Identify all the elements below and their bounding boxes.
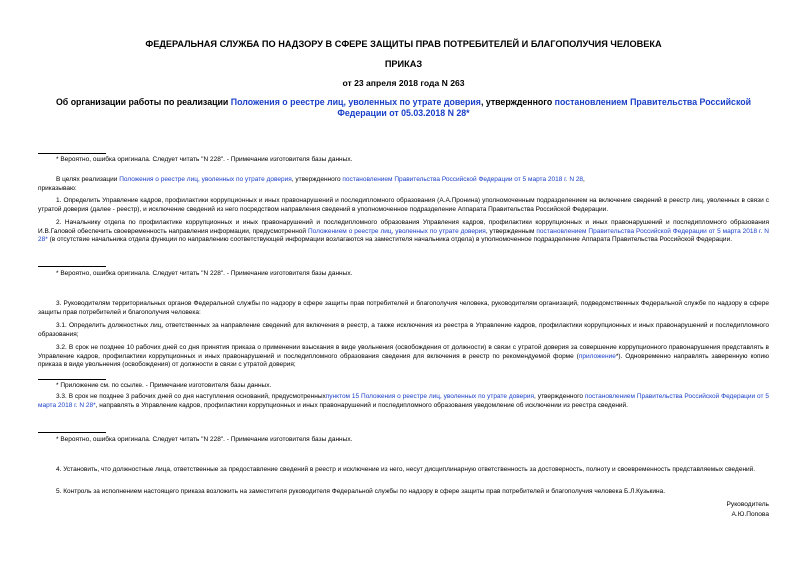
order-item-4: 4. Установить, что должностные лица, ответственные за предоставление сведений в реестр и исключение из него, несут дисциплинарную ответственность за достоверность, полноту и своевременность представляемых сведений. [56, 466, 756, 473]
title-link-resolution[interactable]: постановлением Правительства Российской Федерации от 05.03.2018 N 28* [337, 97, 752, 118]
footnote-divider [38, 379, 106, 380]
order-item-5: 5. Контроль за исполнением настоящего приказа возложить на заместителя руководителя Федеральной службы по надзору в сфере защиты прав потребителей и благополучия человека Б.Л.Кузькина. [56, 488, 666, 495]
footnote: * Приложение см. по ссылке. - Примечание изготовителя базы данных. [56, 382, 272, 389]
agency-heading: ФЕДЕРАЛЬНАЯ СЛУЖБА ПО НАДЗОРУ В СФЕРЕ ЗАЩИТЫ ПРАВ ПОТРЕБИТЕЛЕЙ И БЛАГОПОЛУЧИЯ ЧЕЛОВЕКА [145, 39, 662, 49]
preamble-link-resolution[interactable]: постановлением Правительства Российской Федерации от 5 марта 2018 г. N 28 [342, 176, 584, 183]
signatory-position: Руководитель [726, 501, 769, 508]
document-title [38, 97, 769, 119]
preamble-link-regulation[interactable]: Положения о реестре лиц, уволенных по утрате доверия [119, 176, 292, 183]
signature-block [727, 500, 769, 520]
order-item-3-3: 3.3. В срок не позднее 3 рабочих дней со дня наступления оснований, предусмотренныхпунктом 15 Положения о реестре лиц, уволенных по утрате доверия, утвержденного постановлением Правительства Российской Федерации от 5 марта 2018 г. N 28*, направлять в Управление кадров, профилактики коррупционных и иных правонарушений и последипломного образования уведомление об исключении из реестра сведений. [38, 393, 769, 409]
appendix-link[interactable]: приложение [578, 352, 616, 360]
item3-3-link-resolution[interactable]: постановлением Правительства Российской Федерации от 5 марта 2018 г. N 28* [38, 393, 769, 409]
order-item-3: 3. Руководителям территориальных органов Федеральной службы по надзору в сфере защиты прав потребителей и благополучия человека, руководителям организаций, подведомственных Федеральной службе по надзору в сфере защиты прав потребителей и благополучия человека: [38, 300, 769, 316]
title-text: , утвержденного [480, 97, 555, 107]
item2-link-resolution[interactable]: постановлением Правительства Российской Федерации от 5 марта 2018 г. N 28* [38, 227, 769, 244]
footnote-divider [38, 432, 106, 433]
item2-link-regulation[interactable]: Положением о реестре лиц, уволенных по утрате доверия [307, 227, 486, 235]
order-item-1: 1. Определить Управление кадров, профилактики коррупционных и иных правонарушений и последипломного образования (А.А.Пронина) уполномоченным подразделением на включение сведений в реестр лиц, уволенных в связи с утратой доверия (далее - реестр), и исключение сведений из него посредством направления сведений в уполномоченное подразделение Аппарата Правительства Российской Федерации. [38, 197, 769, 213]
document-date-number: от 23 апреля 2018 года N 263 [342, 78, 465, 88]
footnote-divider [38, 153, 106, 154]
order-item-3-1: 3.1. Определить должностных лиц, ответственных за направление сведений для включения в реестр, а также исключения из реестра в Управление кадров, профилактики коррупционных и иных правонарушений и последипломного образования; [38, 322, 769, 338]
footnote: * Вероятно, ошибка оригинала. Следует читать "N 228". - Примечание изготовителя базы данных. [56, 156, 353, 163]
order-item-3-2: 3.2. В срок не позднее 10 рабочих дней со дня принятия приказа о применении взыскания в виде увольнения (освобождения от должности) в связи с утратой доверия за совершение коррупционного правонарушения представлять в Управление кадров, профилактики коррупционных и иных правонарушений и последипломного образования сведения для включения в реестр по рекомендуемой форме (приложение*). Одновременно направлять заверенную копию приказа в виде увольнения (освобождения) от должности в связи с утратой доверия; [38, 344, 770, 369]
preamble: В целях реализации Положения о реестре лиц, уволенных по утрате доверия, утвержденного постановлением Правительства Российской Федерации от 5 марта 2018 г. N 28, [56, 176, 585, 183]
footnote: * Вероятно, ошибка оригинала. Следует читать "N 228". - Примечание изготовителя базы данных. [56, 270, 353, 277]
footnote-divider [38, 266, 106, 267]
title-text: Об организации работы по реализации [55, 97, 231, 107]
orders-word: приказываю: [38, 185, 77, 192]
footnote: * Вероятно, ошибка оригинала. Следует читать "N 228". - Примечание изготовителя базы данных. [56, 436, 353, 443]
order-item-2: 2. Начальнику отдела по профилактике коррупционных и иных правонарушений и последипломного образования Управления кадров, профилактики коррупционных и иных правонарушений и последипломного образования И.В.Галовой обеспечить своевременность направления информации, предусмотренной Положением о реестре лиц, уволенных по утрате доверия, утвержденным постановлением Правительства Российской Федерации от 5 марта 2018 г. N 28* (в отсутствие начальника отдела функции по направлению соответствующей информации возлагаются на заместителя начальника отдела) в уполномоченное подразделение Аппарата Правительства Российской Федерации. [38, 219, 769, 244]
signatory-name: А.Ю.Попова [731, 511, 769, 518]
item3-3-link-clause[interactable]: пунктом 15 Положения о реестре лиц, уволенных по утрате доверия [325, 393, 535, 400]
title-link-regulation[interactable]: Положения о реестре лиц, уволенных по утрате доверия [230, 97, 481, 107]
document-type: ПРИКАЗ [384, 59, 423, 69]
